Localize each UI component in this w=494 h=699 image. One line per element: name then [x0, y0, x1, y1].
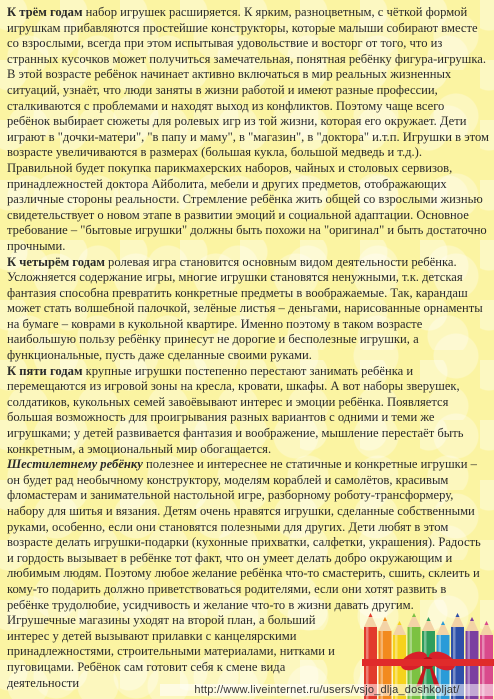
- section-lead: К трём годам: [7, 5, 83, 19]
- source-watermark: http://www.liveinternet.ru/users/vsjo_dlja_doshkoljat/: [160, 684, 494, 696]
- closing-paragraph: Игрушечные магазины уходят на второй план, а больший интерес у детей вызывают прилавки с канцелярскими принадлежностями, строительными материалами, нитками и пуговицами. Ребёнок сам готовит себя к смене вида деятельности: [7, 613, 335, 690]
- section-text: набор игрушек расширяется. К ярким, разноцветным, с чёткой формой игрушкам прибавляются простейшие конструкторы, которые малыши собирают вместе со взрослыми, всегда при этом испытывая удовольствие и восторг от того, что из странных кусочков может получиться замечательная, понятная ребёнку фигура-игрушка. В этой возрасте ребёнок начинает активно включаться в мир реальных жизненных ситуаций, узнаёт, что люди заняты в жизни работой и имеют разные профессии, сталкиваются с проблемами и находят выход из конфликтов. Поэтому чаще всего ребёнок выбирает сюжеты для ролевых игр из той жизни, которая его окружает. Дети играют в "дочки-матери", "в папу и маму", в "магазин", в "доктора" и.т.п. Игрушки в этом возрасте увеличиваются в размерах (большая кукла, большой медведь и т.д.). Правильной будет покупка парикмахерских наборов, чайных и столовых сервизов, принадлежностей доктора Айболита, мебели и других предметов, отображающих различные стороны реальности. Стремление ребёнка жить общей со взрослыми жизнью свидетельствует о новом этапе в развитии эмоций и социальной адаптации. Основное требование – "бытовые игрушки" должны быть похожи на "оригинал" и быть достаточно прочными.: [7, 5, 489, 253]
- section-three-years: [7, 5, 489, 255]
- section-text: полезнее и интереснее не статичные и конкретные игрушки – он будет рад необычному конструктору, моделям кораблей и самолётов, красивым фломастерам и занимательной настольной игре, разборному роботу-трансформеру, набору для шитья и вязания. Детям очень нравятся игрушки, сделанные собственными руками, особенно, если они становятся полезными для других. Дети любят в этом возрасте делать игрушки-подарки (кухонные прихватки, салфетки, украшения). Радость и гордость вызывает в ребёнке тот факт, что он умеет делать добро окружающим и любимым людям. Поэтому любое желание ребёнка что-то смастерить, сшить, склеить и кому-то подарить должно приветствоваться родителями, если они хотят развить в ребёнке трудолюбие, усидчивость и желание что-то в жизни давать другим.: [7, 457, 481, 612]
- section-six-years: [7, 457, 489, 613]
- section-lead: Шестилетнему ребёнку: [7, 457, 143, 472]
- section-lead: К четырём годам: [7, 254, 105, 269]
- section-four-years: [7, 255, 489, 364]
- section-five-years: [7, 364, 489, 458]
- section-text: крупные игрушки постепенно перестают занимать ребёнка и перемещаются из игровой зоны на кресла, кровати, шкафы. А вот наборы зверушек, солдатиков, кукольных семей завоёвывают интерес и эмоции ребёнка. Появляется большая возможность для проигрывания разных вариантов с одними и теми же игрушками; у детей развивается фантазия и воображение, мышление перестаёт быть конкретным, а эмоциональный мир обогащается.: [7, 363, 464, 456]
- section-lead: К пяти годам: [7, 363, 83, 378]
- section-text: ролевая игра становится основным видом деятельности ребёнка. Усложняется содержание игры, многие игрушки становятся ненужными, т.к. детская фантазия способна превратить конкретные предметы в воображаемые. Так, карандаш может стать волшебной палочкой, зелёные листья – деньгами, нарисованные орнаменты на бумаге – коврами в кукольной квартире. Именно поэтому в таком возрасте наибольшую пользу ребёнку принесут не дорогие и бесполезные игрушки, а функциональные, пусть даже сделанные своими руками.: [7, 254, 483, 363]
- article: [7, 5, 489, 691]
